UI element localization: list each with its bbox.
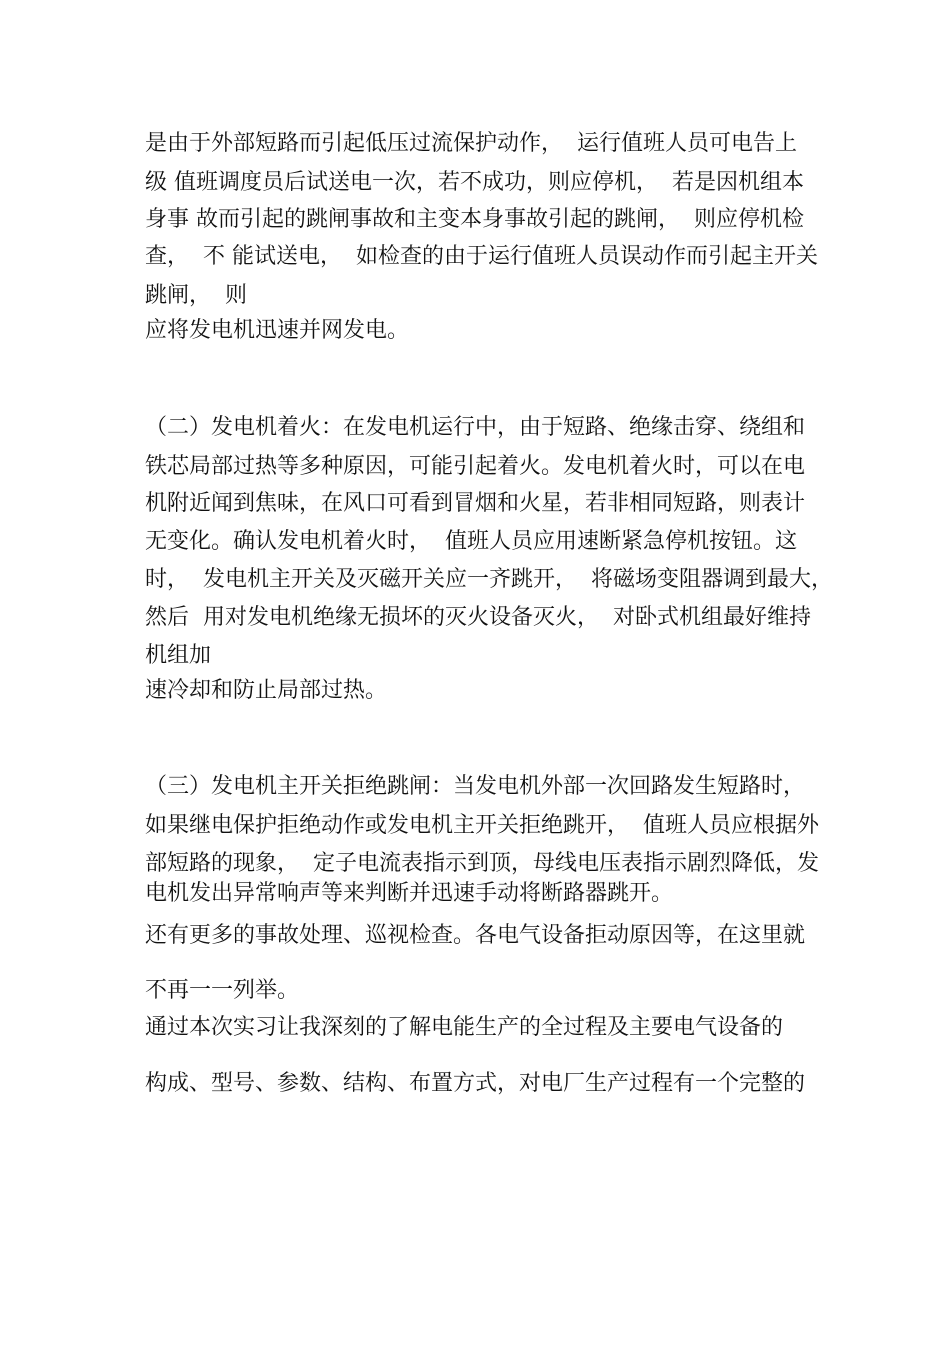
text-line: 无变化。确认发电机着火时， 值班人员应用速断紧急停机按钮。这 (145, 529, 797, 554)
section-heading-line: （三）发电机主开关拒绝跳闸：当发电机外部一次回路发生短路时， (145, 774, 806, 799)
text-line: 机组加 (145, 643, 212, 668)
text-line: 级 值班调度员后试送电一次，若不成功，则应停机， 若是因机组本 (145, 170, 804, 195)
text-line: 速冷却和防止局部过热。 (145, 678, 388, 703)
text-line: 不再一一列举。 (145, 978, 300, 1003)
text-line: 是由于外部短路而引起低压过流保护动作， 运行值班人员可电告上 (145, 131, 797, 156)
text-line: 身事 故而引起的跳闸事故和主变本身事故引起的跳闸， 则应停机检 (145, 207, 804, 232)
text-line: 查， 不 能试送电， 如检查的由于运行值班人员误动作而引起主开关 (145, 244, 818, 269)
text-line: 跳闸， 则 (145, 283, 247, 308)
text-line: 机附近闻到焦味，在风口可看到冒烟和火星，若非相同短路，则表计 (145, 491, 806, 516)
text-line: 铁芯局部过热等多种原因，可能引起着火。发电机着火时，可以在电 (145, 454, 806, 479)
text-line: 时， 发电机主开关及灭磁开关应一齐跳开， 将磁场变阻器调到最大， (145, 567, 833, 592)
text-line: 电机发出异常响声等来判断并迅速手动将断路器跳开。 (145, 881, 674, 906)
text-line: 构成、型号、参数、结构、布置方式，对电厂生产过程有一个完整的 (145, 1071, 806, 1096)
text-line: 通过本次实习让我深刻的了解电能生产的全过程及主要电气设备的 (145, 1015, 784, 1040)
section-heading-line: （二）发电机着火：在发电机运行中，由于短路、绝缘击穿、绕组和 (145, 415, 806, 440)
text-line: 然后 用对发电机绝缘无损坏的灭火设备灭火， 对卧式机组最好维持 (145, 605, 811, 630)
text-line: 如果继电保护拒绝动作或发电机主开关拒绝跳开， 值班人员应根据外 (145, 813, 819, 838)
text-line: 应将发电机迅速并网发电。 (145, 318, 410, 343)
text-line: 还有更多的事故处理、巡视检查。各电气设备拒动原因等，在这里就 (145, 923, 806, 948)
text-line: 部短路的现象， 定子电流表指示到顶，母线电压表指示剧烈降低，发 (145, 851, 819, 876)
